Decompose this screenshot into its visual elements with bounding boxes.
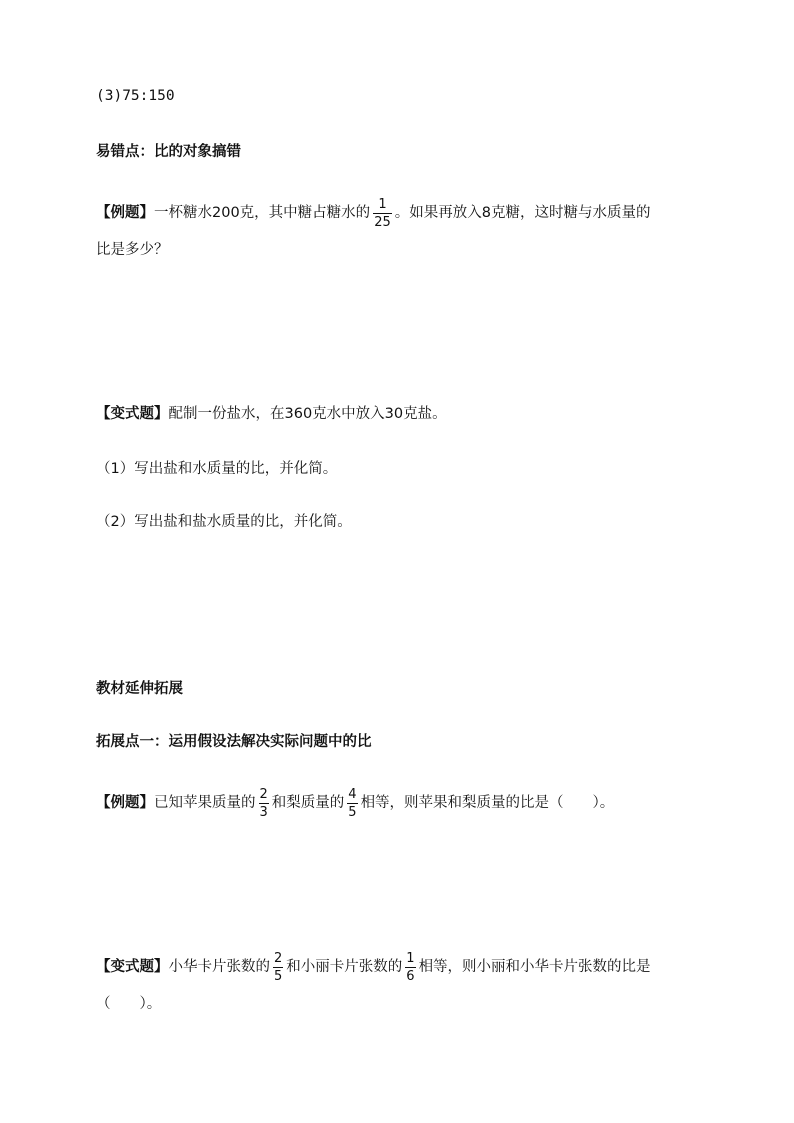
fraction-numerator: 1 (378, 197, 387, 212)
fraction-numerator: 2 (259, 787, 268, 802)
extension-heading: 教材延伸拓展 (96, 681, 183, 697)
fraction-bar (347, 803, 357, 804)
example-2-part-3: 相等，则苹果和梨质量的比是（ ）。 (360, 794, 615, 811)
item-3-ratio: (3)75:150 (96, 88, 175, 104)
fraction-denominator: 25 (374, 215, 391, 230)
fraction-bar (373, 213, 392, 214)
example-1-line-1 (96, 196, 650, 229)
variant-1-text: 配制一份盐水，在360克水中放入30克盐。 (168, 406, 447, 422)
variant-2-part-3: 相等，则小丽和小华卡片张数的比是 (418, 958, 651, 975)
fraction-2-5 (273, 951, 283, 984)
extension-point-1-heading: 拓展点一：运用假设法解决实际问题中的比 (96, 734, 372, 750)
example-1-text-after: 。如果再放入8克糖，这时糖与水质量的 (394, 204, 651, 221)
variant-label: 【变式题】 (96, 406, 169, 422)
fraction-1-6 (405, 951, 415, 984)
example-label: 【例题】 (96, 794, 154, 811)
fraction-numerator: 4 (348, 787, 357, 802)
fraction-denominator: 5 (348, 805, 357, 820)
fraction-1-25 (373, 197, 392, 230)
variant-2-part-1: 小华卡片张数的 (168, 958, 270, 975)
example-1-text-before: 一杯糖水200克，其中糖占糖水的 (154, 204, 371, 221)
variant-1-line (96, 404, 447, 424)
example-1-line-2: 比是多少？ (96, 242, 169, 258)
variant-1-question-2: （2）写出盐和盐水质量的比，并化简。 (96, 514, 352, 530)
fraction-numerator: 2 (274, 951, 283, 966)
variant-label: 【变式题】 (96, 958, 169, 975)
variant-1-question-1: （1）写出盐和水质量的比，并化简。 (96, 461, 338, 477)
fraction-2-3 (259, 787, 269, 820)
fraction-bar (273, 967, 283, 968)
error-point-heading: 易错点：比的对象搞错 (96, 144, 241, 160)
example-2-part-1: 已知苹果质量的 (154, 794, 256, 811)
fraction-denominator: 6 (406, 969, 415, 984)
variant-2-line-2: （ ）。 (96, 996, 162, 1012)
fraction-numerator: 1 (406, 951, 415, 966)
variant-2-line-1 (96, 950, 651, 983)
example-2-line (96, 786, 614, 819)
fraction-bar (405, 967, 415, 968)
fraction-4-5 (347, 787, 357, 820)
fraction-denominator: 5 (274, 969, 283, 984)
fraction-denominator: 3 (259, 805, 268, 820)
fraction-bar (259, 803, 269, 804)
example-2-part-2: 和梨质量的 (271, 794, 345, 811)
example-label: 【例题】 (96, 204, 154, 221)
variant-2-part-2: 和小丽卡片张数的 (286, 958, 403, 975)
